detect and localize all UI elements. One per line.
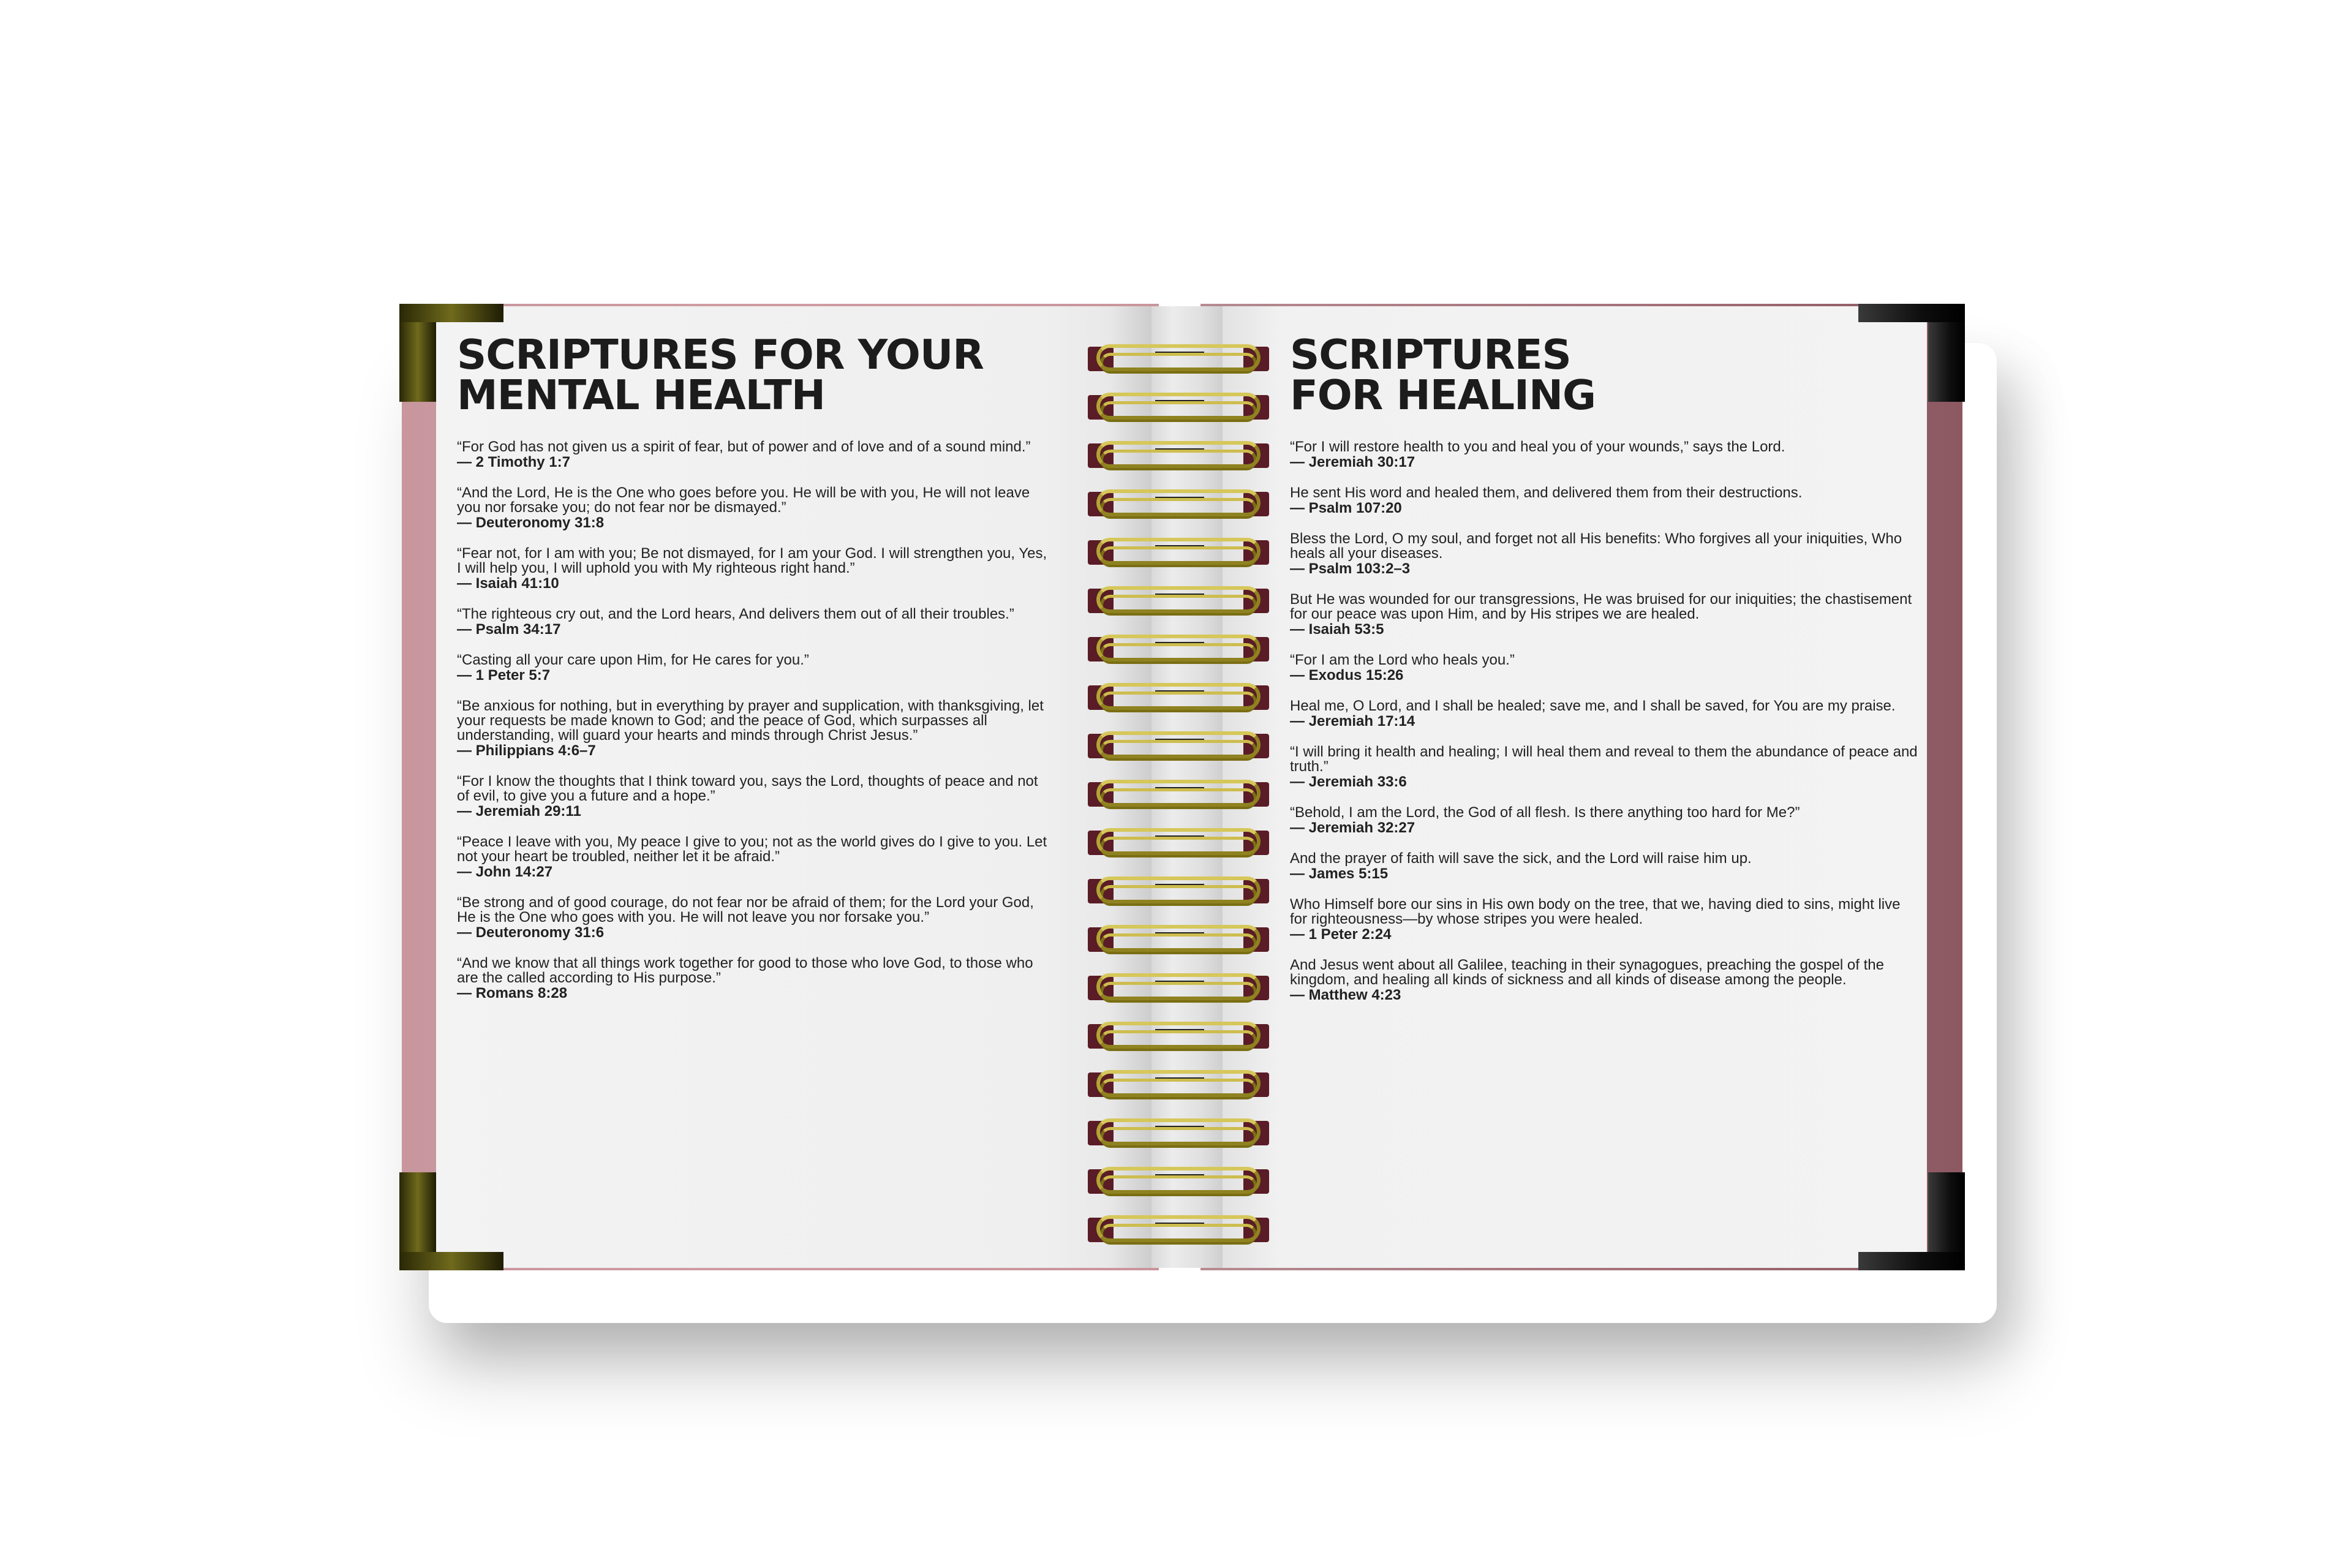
scripture-entry (457, 653, 1054, 684)
scripture-entry (1290, 440, 1921, 470)
scripture-quote: “I will bring it health and healing; I will heal them and reveal to them the abundance of peace and truth.” (1290, 744, 1918, 775)
spiral-ring (1088, 679, 1269, 716)
spiral-ring (1088, 1163, 1269, 1200)
coil-wire (1096, 344, 1261, 371)
scripture-reference: — Jeremiah 32:27 (1290, 820, 1415, 836)
corner-protector-bottom-left-edge (399, 1252, 503, 1270)
spiral-ring (1088, 486, 1269, 522)
spiral-ring (1088, 824, 1269, 861)
scripture-entry (457, 956, 1054, 1001)
corner-protector-bottom-right-edge (1858, 1252, 1962, 1270)
scripture-quote: “Be anxious for nothing, but in everything by prayer and supplication, with thanksgiving, let your requests be made known to God; and the peace of God, which surpasses all understanding, will guard your hearts and minds through Christ Jesus.” (457, 698, 1044, 744)
scripture-quote: “And the Lord, He is the One who goes before you. He will be with you, He will not leave you nor forsake you; do not fear nor be dismayed.” (457, 484, 1030, 516)
spiral-ring (1088, 1115, 1269, 1152)
right-title-line2: FOR HEALING (1290, 371, 1596, 419)
scripture-quote: Who Himself bore our sins in His own body on the tree, that we, having died to sins, might live for righteousness—by whose stripes you were healed. (1290, 896, 1901, 927)
right-page (1223, 306, 1927, 1268)
scripture-quote: “For I am the Lord who heals you.” (1290, 652, 1515, 668)
coil-wire (1096, 1167, 1261, 1194)
left-page-title (457, 331, 1054, 419)
spiral-ring (1088, 728, 1269, 764)
spiral-ring (1088, 970, 1269, 1006)
scripture-quote: But He was wounded for our transgressions, He was bruised for our iniquities; the chastisement for our peace was upon Him, and by His stripes we are healed. (1290, 591, 1912, 622)
right-scripture-list (1290, 440, 1921, 1003)
scripture-reference: — 1 Peter 2:24 (1290, 926, 1392, 943)
coil-wire (1096, 1070, 1261, 1097)
coil-wire (1096, 635, 1261, 662)
spiral-ring (1088, 631, 1269, 668)
scripture-entry (1290, 958, 1921, 1003)
coil-wire (1096, 925, 1261, 952)
spiral-ring (1088, 389, 1269, 426)
coil-wire (1096, 876, 1261, 903)
scripture-entry (457, 895, 1054, 941)
coil-wire (1096, 780, 1261, 807)
scripture-entry (1290, 592, 1921, 638)
scripture-entry (1290, 805, 1921, 836)
scripture-quote: “For I know the thoughts that I think toward you, says the Lord, thoughts of peace and not of evil, to give you a future and a hope.” (457, 773, 1038, 804)
scripture-entry (457, 699, 1054, 759)
left-scripture-list (457, 440, 1054, 1001)
coil-wire (1096, 441, 1261, 468)
coil-wire (1096, 1022, 1261, 1049)
coil-wire (1096, 1118, 1261, 1145)
scripture-reference: — Philippians 4:6–7 (457, 742, 596, 759)
scripture-entry (1290, 653, 1921, 684)
coil-wire (1096, 731, 1261, 758)
scripture-entry (457, 607, 1054, 638)
spiral-ring (1088, 873, 1269, 910)
scripture-reference: — Psalm 107:20 (1290, 500, 1402, 516)
scripture-quote: “The righteous cry out, and the Lord hears, And delivers them out of all their troubles.” (457, 606, 1014, 622)
spiral-ring (1088, 1018, 1269, 1055)
scripture-entry (1290, 699, 1921, 729)
scripture-quote: “For God has not given us a spirit of fear, but of power and of love and of a sound mind.” (457, 439, 1031, 455)
scripture-entry (1290, 851, 1921, 882)
left-title-line1: SCRIPTURES FOR YOUR (457, 331, 984, 379)
scripture-reference: — 2 Timothy 1:7 (457, 454, 570, 470)
scripture-entry (457, 835, 1054, 880)
scripture-quote: And Jesus went about all Galilee, teaching in their synagogues, preaching the gospel of the kingdom, and healing all kinds of sickness and all kinds of disease among the people. (1290, 957, 1884, 988)
coil-wire (1096, 393, 1261, 420)
spiral-ring (1088, 776, 1269, 813)
coil-wire (1096, 973, 1261, 1000)
spiral-ring (1088, 1066, 1269, 1103)
left-page (436, 306, 1152, 1268)
scripture-entry (1290, 897, 1921, 943)
coil-wire (1096, 489, 1261, 516)
scripture-reference: — Deuteronomy 31:8 (457, 514, 605, 531)
coil-wire (1096, 828, 1261, 855)
scripture-quote: “Behold, I am the Lord, the God of all flesh. Is there anything too hard for Me?” (1290, 804, 1800, 821)
scripture-reference: — Isaiah 41:10 (457, 575, 559, 592)
scripture-quote: “Fear not, for I am with you; Be not dismayed, for I am your God. I will strengthen you, Yes, I will help you, I will uphold you with My righteous right hand.” (457, 545, 1047, 576)
scripture-quote: “And we know that all things work together for good to those who love God, to those who are the called according to His purpose.” (457, 955, 1033, 986)
scripture-reference: — Jeremiah 17:14 (1290, 713, 1415, 729)
scripture-reference: — Isaiah 53:5 (1290, 621, 1384, 638)
coil-wire (1096, 538, 1261, 565)
scripture-reference: — Psalm 34:17 (457, 621, 561, 638)
coil-wire (1096, 683, 1261, 710)
scripture-reference: — Jeremiah 33:6 (1290, 774, 1407, 790)
scripture-quote: He sent His word and healed them, and delivered them from their destructions. (1290, 484, 1803, 501)
right-page-title (1290, 331, 1921, 419)
scripture-quote: “Peace I leave with you, My peace I give to you; not as the world gives do I give to you. Let not your heart be troubled, neither let it be afraid.” (457, 834, 1047, 865)
scripture-quote: Bless the Lord, O my soul, and forget not all His benefits: Who forgives all your iniquities, Who heals all your diseases. (1290, 530, 1902, 562)
scripture-quote: “Casting all your care upon Him, for He cares for you.” (457, 652, 809, 668)
scripture-entry (457, 774, 1054, 820)
scripture-reference: — Romans 8:28 (457, 985, 568, 1001)
scripture-quote: Heal me, O Lord, and I shall be healed; save me, and I shall be saved, for You are my praise. (1290, 698, 1896, 714)
scripture-entry (1290, 486, 1921, 516)
spiral-ring (1088, 341, 1269, 377)
scripture-reference: — Exodus 15:26 (1290, 667, 1404, 684)
spiral-ring (1088, 921, 1269, 958)
spiral-ring (1088, 582, 1269, 619)
right-title-line1: SCRIPTURES (1290, 331, 1571, 379)
scripture-reference: — John 14:27 (457, 864, 553, 880)
scripture-quote: “For I will restore health to you and heal you of your wounds,” says the Lord. (1290, 439, 1785, 455)
scripture-entry (457, 546, 1054, 592)
coil-wire (1096, 1215, 1261, 1242)
scripture-entry (1290, 532, 1921, 577)
scripture-reference: — Jeremiah 30:17 (1290, 454, 1415, 470)
scripture-reference: — James 5:15 (1290, 865, 1389, 882)
scripture-reference: — 1 Peter 5:7 (457, 667, 551, 684)
scripture-reference: — Matthew 4:23 (1290, 987, 1401, 1003)
scripture-quote: “Be strong and of good courage, do not fear nor be afraid of them; for the Lord your God, He is the One who goes with you. He will not leave you nor forsake you.” (457, 894, 1034, 925)
corner-protector-top-right-edge (1858, 304, 1962, 322)
spiral-ring (1088, 1212, 1269, 1248)
scripture-entry (457, 486, 1054, 531)
scripture-entry (1290, 745, 1921, 790)
scripture-entry (457, 440, 1054, 470)
spiral-ring (1088, 534, 1269, 571)
scripture-reference: — Jeremiah 29:11 (457, 803, 581, 820)
coil-wire (1096, 586, 1261, 613)
scripture-reference: — Psalm 103:2–3 (1290, 560, 1411, 577)
scripture-quote: And the prayer of faith will save the sick, and the Lord will raise him up. (1290, 850, 1752, 867)
left-title-line2: MENTAL HEALTH (457, 371, 825, 419)
spiral-ring (1088, 437, 1269, 474)
scripture-reference: — Deuteronomy 31:6 (457, 924, 605, 941)
corner-protector-top-left-edge (399, 304, 503, 322)
